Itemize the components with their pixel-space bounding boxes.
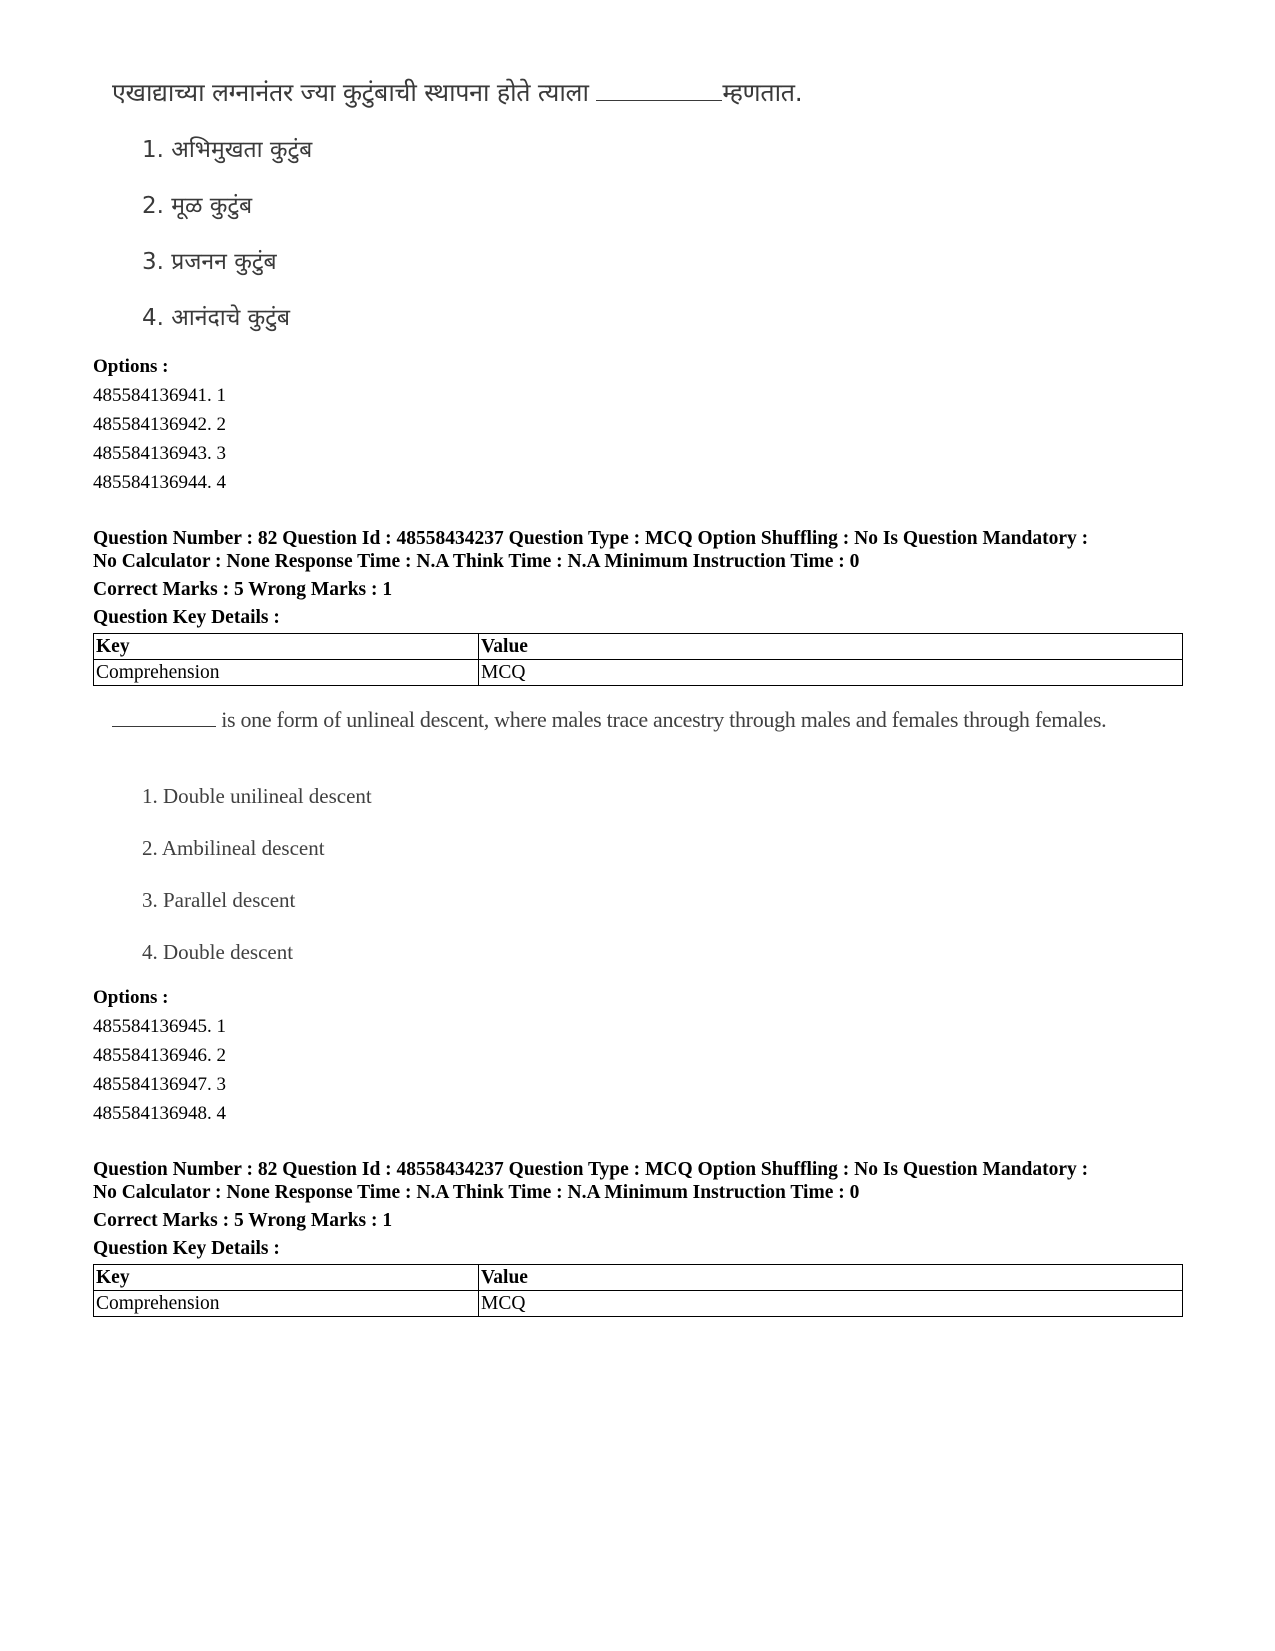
choice-2: 2. Ambilineal descent xyxy=(142,836,325,860)
table-header-row xyxy=(94,1265,1183,1291)
blank-line xyxy=(596,78,722,101)
meta-line-1: Question Number : 82 Question Id : 48558434237 Question Type : MCQ Option Shuffling : No Is Question Mandatory : xyxy=(93,528,1089,549)
option-item: 485584136941. 1 xyxy=(93,385,226,406)
choice-3: 3. प्रजनन कुटुंब xyxy=(142,249,277,275)
question-meta-83 xyxy=(93,1158,1183,1260)
table-row xyxy=(94,660,1183,686)
choice-2: 2. मूळ कुटुंब xyxy=(142,193,253,219)
choice-4: 4. Double descent xyxy=(142,940,294,964)
option-item: 485584136944. 4 xyxy=(93,472,226,493)
choice-3: 3. Parallel descent xyxy=(142,888,296,912)
header-key: Key xyxy=(94,1265,479,1291)
cell-value: MCQ xyxy=(479,660,1183,686)
stem-text-after: is one form of unlineal descent, where males trace ancestry through males and females through females. xyxy=(221,707,1107,732)
header-key: Key xyxy=(94,634,479,660)
table-row xyxy=(94,1291,1183,1317)
marks-line: Correct Marks : 5 Wrong Marks : 1 xyxy=(93,1210,393,1231)
key-details-table-83 xyxy=(93,1264,1183,1317)
options-list-81 xyxy=(93,352,226,497)
choice-1: 1. Double unilineal descent xyxy=(142,784,372,808)
option-item: 485584136945. 1 xyxy=(93,1016,226,1037)
stem-text-after: म्हणतात. xyxy=(722,78,803,107)
cell-value: MCQ xyxy=(479,1291,1183,1317)
option-item: 485584136946. 2 xyxy=(93,1045,226,1066)
meta-line-1: Question Number : 82 Question Id : 48558434237 Question Type : MCQ Option Shuffling : No Is Question Mandatory : xyxy=(93,1159,1089,1180)
key-details-table-82 xyxy=(93,633,1183,686)
options-label: Options : xyxy=(93,356,169,377)
option-item: 485584136948. 4 xyxy=(93,1103,226,1124)
question-image-81 xyxy=(112,76,1162,346)
question-meta-82 xyxy=(93,527,1183,629)
cell-key: Comprehension xyxy=(94,660,479,686)
blank-line xyxy=(112,708,216,727)
option-item: 485584136942. 2 xyxy=(93,414,226,435)
stem-text-before: एखाद्याच्या लग्नानंतर ज्या कुटुंबाची स्थापना होते त्याला xyxy=(112,78,589,107)
options-list-82 xyxy=(93,983,226,1128)
option-item: 485584136947. 3 xyxy=(93,1074,226,1095)
header-value: Value xyxy=(479,634,1183,660)
cell-key: Comprehension xyxy=(94,1291,479,1317)
key-details-label: Question Key Details : xyxy=(93,1238,280,1259)
marks-line: Correct Marks : 5 Wrong Marks : 1 xyxy=(93,579,393,600)
choice-1: 1. अभिमुखता कुटुंब xyxy=(142,137,313,163)
choice-4: 4. आनंदाचे कुटुंब xyxy=(142,305,291,331)
options-label: Options : xyxy=(93,987,169,1008)
question-stem xyxy=(112,706,1122,734)
meta-line-2: No Calculator : None Response Time : N.A Think Time : N.A Minimum Instruction Time : 0 xyxy=(93,1182,860,1203)
table-header-row xyxy=(94,634,1183,660)
meta-line-2: No Calculator : None Response Time : N.A Think Time : N.A Minimum Instruction Time : 0 xyxy=(93,551,860,572)
question-stem xyxy=(112,76,1162,110)
header-value: Value xyxy=(479,1265,1183,1291)
question-image-82 xyxy=(112,706,1162,976)
option-item: 485584136943. 3 xyxy=(93,443,226,464)
key-details-label: Question Key Details : xyxy=(93,607,280,628)
